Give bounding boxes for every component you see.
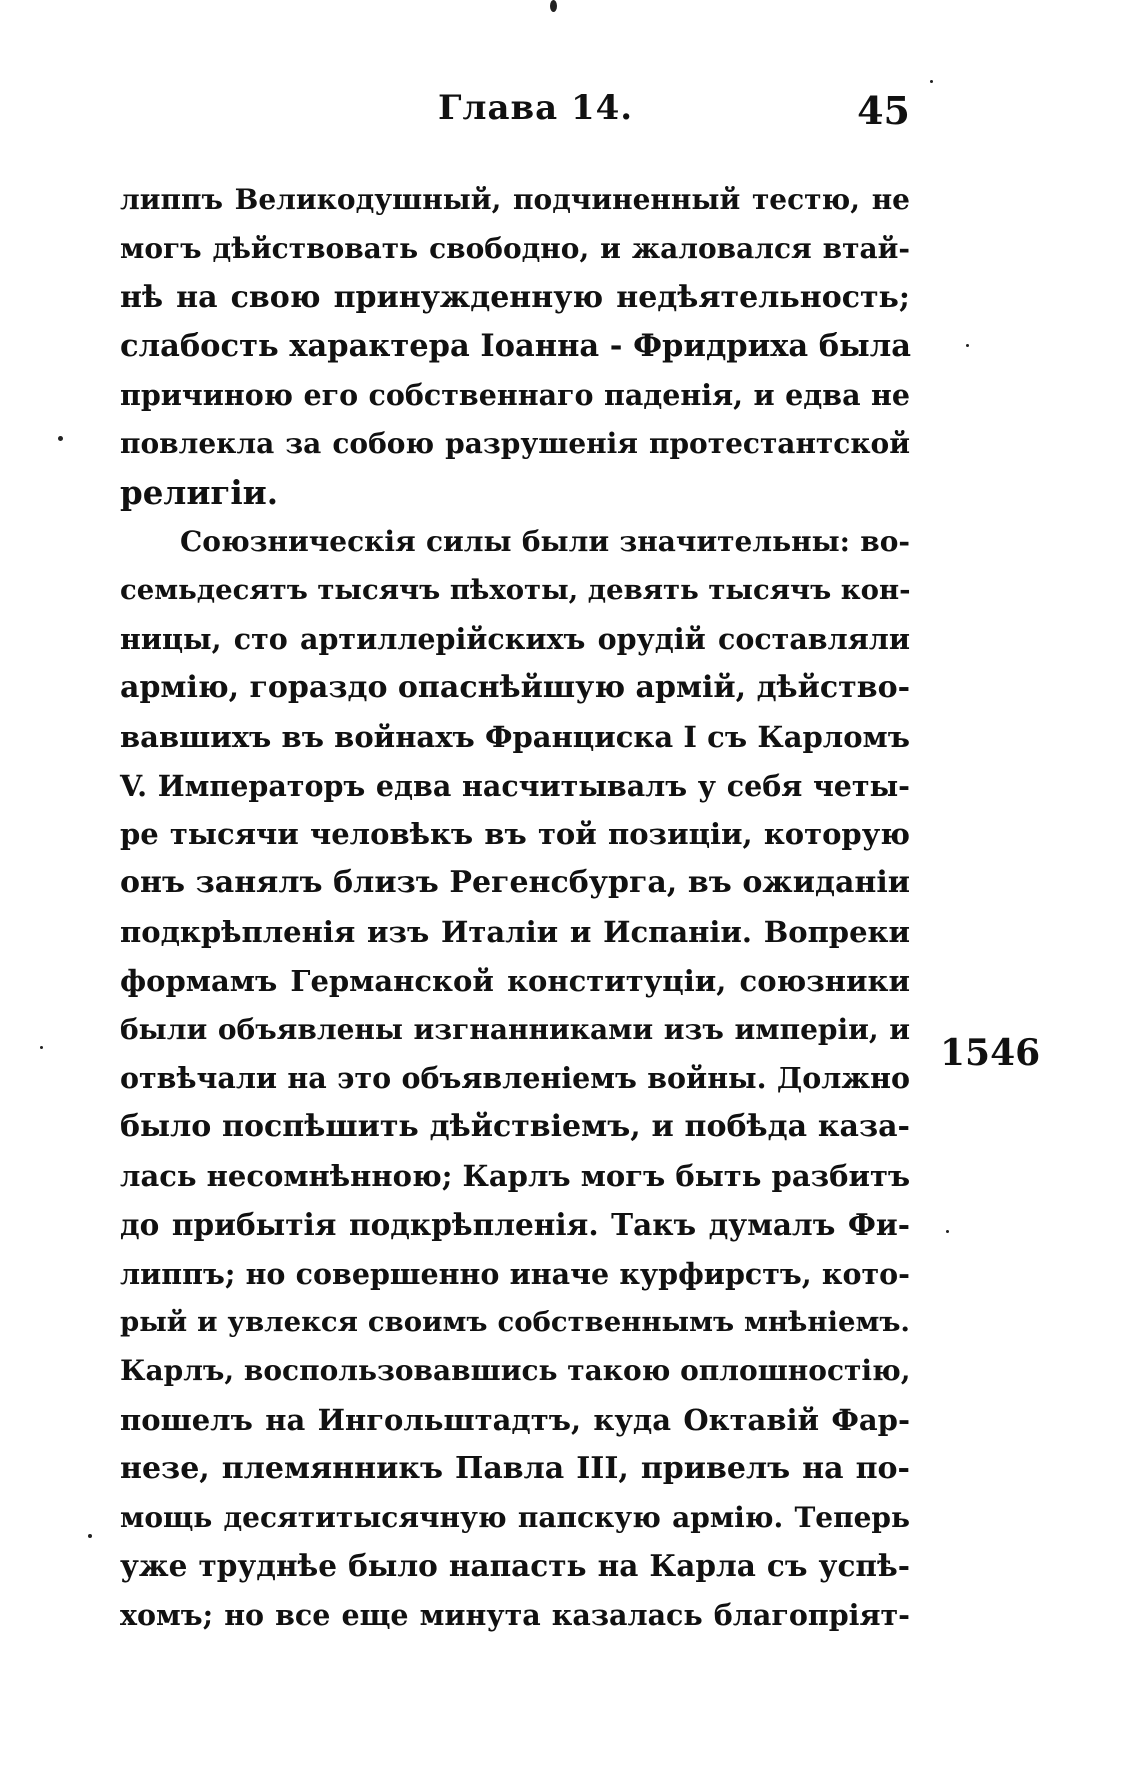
text-line: отвѣчали на это объявленіемъ войны. Должно <box>120 1061 910 1096</box>
text-line: липпъ; но совершенно иначе курфирстъ, кото- <box>120 1256 910 1291</box>
scan-speck <box>946 1230 949 1233</box>
text-line: подкрѣпленія изъ Италіи и Испаніи. Вопреки <box>120 914 910 949</box>
text-line: семьдесятъ тысячъ пѣхоты, девять тысячъ кон- <box>120 574 911 607</box>
text-line: Карлъ, воспользовавшись такою оплошностію, <box>120 1354 911 1388</box>
text-line: слабость характера Іоанна - Фридриха была <box>120 328 911 365</box>
text-line: ницы, сто артиллерійскихъ орудій составляли <box>120 622 910 657</box>
scan-speck <box>930 80 933 83</box>
text-line: липпъ Великодушный, подчиненный тестю, не <box>120 183 910 216</box>
text-line: рый и увлекся своимъ собственнымъ мнѣніемъ. <box>120 1306 910 1339</box>
text-line: религіи. <box>120 472 279 512</box>
text-line: нѣ на свою принужденную недѣятельность; <box>120 279 910 315</box>
scan-speck <box>40 1046 43 1049</box>
text-line: ре тысячи человѣкъ въ той позиціи, которую <box>120 817 910 852</box>
text-line: пошелъ на Ингольштадтъ, куда Октавій Фар- <box>120 1402 910 1437</box>
text-line: онъ занялъ близъ Регенсбурга, въ ожиданіи <box>120 865 910 901</box>
text-line: были объявлены изгнанниками изъ имперіи, и <box>120 1012 910 1046</box>
text-line: могъ дѣйствовать свободно, и жаловался втай- <box>120 231 910 265</box>
text-line: хомъ; но все еще минута казалась благопріят- <box>120 1598 910 1633</box>
text-line: незе, племянникъ Павла III, привелъ на по- <box>120 1450 910 1486</box>
scan-speck <box>58 436 63 441</box>
body-text <box>120 176 910 1640</box>
scan-speck <box>550 0 557 12</box>
text-line: вавшихъ въ войнахъ Франциска I съ Карломъ <box>120 719 910 754</box>
text-line: причиною его собственнаго паденія, и едва не <box>120 378 910 413</box>
page-header <box>120 88 910 148</box>
text-line: до прибытія подкрѣпленія. Такъ думалъ Фи- <box>120 1206 910 1242</box>
text-line: армію, гораздо опаснѣйшую армій, дѣйство- <box>120 669 911 705</box>
text-line: уже труднѣе было напасть на Карла съ успѣ- <box>120 1548 910 1584</box>
text-line: повлекла за собою разрушенія протестантской <box>120 426 910 460</box>
margin-year-note: 1546 <box>940 1032 1041 1074</box>
running-head: Глава 14. <box>438 88 634 128</box>
text-line: мощь десятитысячную папскую армію. Теперь <box>120 1500 910 1534</box>
text-line: лась несомнѣнною; Карлъ могъ быть разбитъ <box>120 1158 911 1193</box>
text-line: V. Императоръ едва насчитывалъ у себя четы- <box>120 768 910 803</box>
text-line: формамъ Германской конституціи, союзники <box>120 963 910 998</box>
text-line: Союзническія силы были значительны: во- <box>180 524 910 558</box>
page-number: 45 <box>857 88 910 133</box>
scan-speck <box>88 1534 92 1538</box>
scan-speck <box>966 344 969 347</box>
text-line: было поспѣшить дѣйствіемъ, и побѣда каза- <box>120 1109 910 1145</box>
